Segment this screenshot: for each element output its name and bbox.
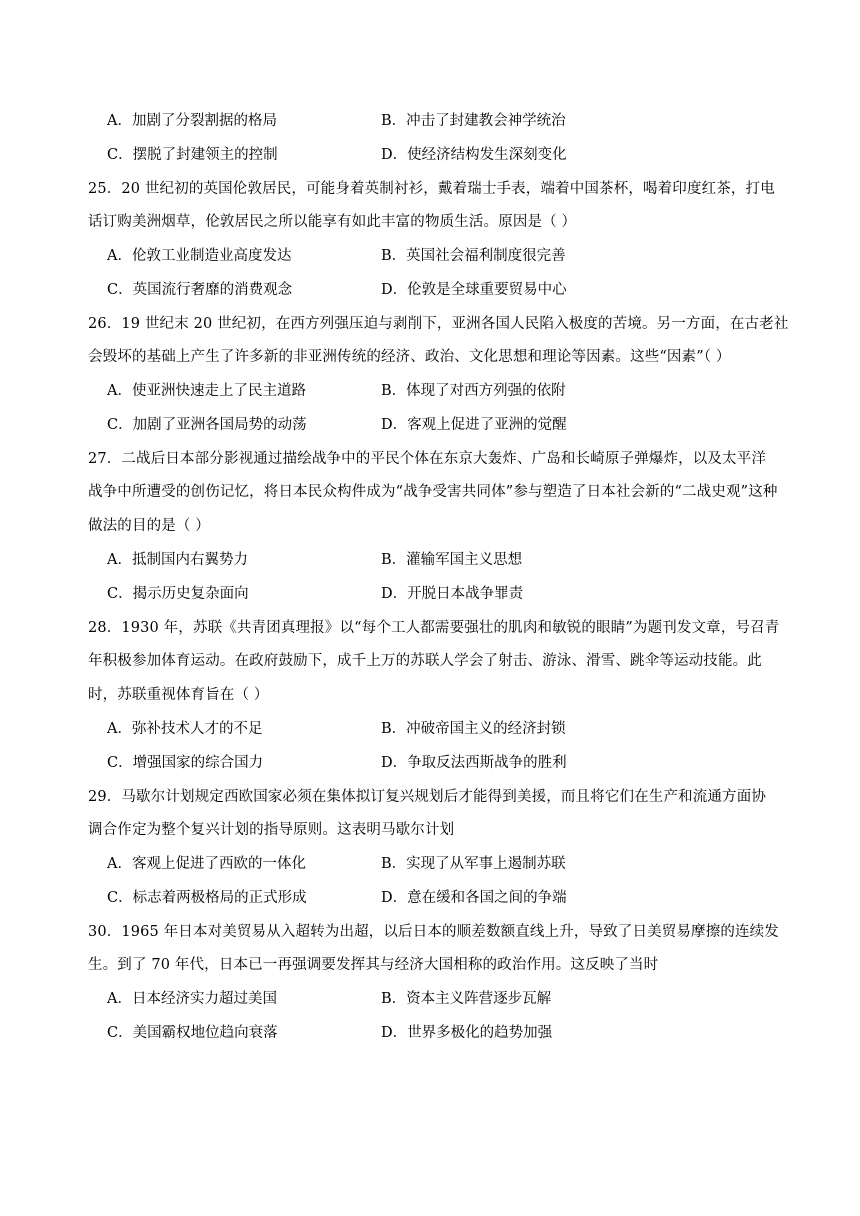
- q29-option-a: A．客观上促进了西欧的一体化: [107, 856, 306, 872]
- q24-option-b: B．冲击了封建教会神学统治: [381, 113, 566, 129]
- q27-stem-line-2: 战争中所遭受的创伤记忆，将日本民众构件成为“战争受害共同体”参与塑造了日本社会新的“二战史观”这种: [88, 484, 778, 500]
- q26-option-c: C．加剧了亚洲各国局势的动荡: [107, 417, 307, 433]
- q30-option-d: D．世界多极化的趋势加强: [381, 1025, 553, 1041]
- q24-option-d: D．使经济结构发生深刻变化: [381, 147, 567, 163]
- q28-option-b: B．冲破帝国主义的经济封锁: [381, 721, 566, 737]
- q30-option-c: C．美国霸权地位趋向衰落: [107, 1025, 278, 1041]
- q26-stem-line-2: 会毁坏的基础上产生了许多新的非亚洲传统的经济、政治、文化思想和理论等因素。这些“因素”（ ）: [88, 349, 731, 365]
- q25-option-c: C．英国流行奢靡的消费观念: [107, 282, 293, 298]
- q29-option-b: B．实现了从军事上遏制苏联: [381, 856, 566, 872]
- q28-stem-line-3: 时，苏联重视体育旨在（ ）: [88, 687, 269, 703]
- q27-stem-line-3: 做法的目的是（ ）: [88, 518, 210, 534]
- q29-option-d: D．意在缓和各国之间的争端: [381, 890, 567, 906]
- q28-option-d: D．争取反法西斯战争的胜利: [381, 755, 567, 771]
- q29-option-c: C．标志着两极格局的正式形成: [107, 890, 307, 906]
- q30-stem-line-1: 30．1965 年日本对美贸易从入超转为出超，以后日本的顺差数额直线上升，导致了日美贸易摩擦的连续发: [88, 924, 779, 940]
- q26-option-a: A．使亚洲快速走上了民主道路: [107, 383, 306, 399]
- q27-option-d: D．开脱日本战争罪责: [381, 586, 524, 602]
- q25-option-d: D．伦敦是全球重要贸易中心: [381, 282, 567, 298]
- q28-stem-line-2: 年积极参加体育运动。在政府鼓励下，成千上万的苏联人学会了射击、游泳、滑雪、跳伞等运动技能。此: [88, 653, 762, 669]
- q25-option-b: B．英国社会福利制度很完善: [381, 248, 566, 264]
- q24-option-c: C．摆脱了封建领主的控制: [107, 147, 278, 163]
- q27-stem-line-1: 27．二战后日本部分影视通过描绘战争中的平民个体在东京大轰炸、广岛和长崎原子弹爆炸，以及太平洋: [88, 451, 766, 467]
- q25-option-a: A．伦敦工业制造业高度发达: [107, 248, 292, 264]
- q24-option-a: A．加剧了分裂割据的格局: [107, 113, 277, 129]
- q28-option-c: C．增强国家的综合国力: [107, 755, 264, 771]
- q29-stem-line-2: 调合作定为整个复兴计划的指导原则。这表明马歇尔计划: [88, 822, 455, 838]
- q29-stem-line-1: 29．马歇尔计划规定西欧国家必须在集体拟订复兴规划后才能得到美援，而且将它们在生产和流通方面协: [88, 789, 766, 805]
- q28-option-a: A．弥补技术人才的不足: [107, 721, 263, 737]
- q27-option-c: C．揭示历史复杂面向: [107, 586, 249, 602]
- q28-stem-line-1: 28．1930 年，苏联《共青团真理报》以“每个工人都需要强壮的肌肉和敏锐的眼睛”为题刊发文章，号召青: [88, 620, 780, 636]
- q25-stem-line-1: 25．20 世纪初的英国伦敦居民，可能身着英制衬衫，戴着瑞士手表，端着中国茶杯，喝着印度红茶，打电: [88, 181, 775, 197]
- q30-stem-line-2: 生。到了 70 年代，日本已一再强调要发挥其与经济大国相称的政治作用。这反映了当时: [88, 957, 659, 973]
- q27-option-a: A．抵制国内右翼势力: [107, 552, 248, 568]
- q27-option-b: B．灌输军国主义思想: [381, 552, 523, 568]
- q30-option-b: B．资本主义阵营逐步瓦解: [381, 991, 552, 1007]
- q30-option-a: A．日本经济实力超过美国: [107, 991, 277, 1007]
- q25-stem-line-2: 话订购美洲烟草，伦敦居民之所以能享有如此丰富的物质生活。原因是（ ）: [88, 214, 577, 230]
- q26-option-d: D．客观上促进了亚洲的觉醒: [381, 417, 567, 433]
- q26-option-b: B．体现了对西方列强的依附: [381, 383, 566, 399]
- q26-stem-line-1: 26．19 世纪末 20 世纪初，在西方列强压迫与剥削下，亚洲各国人民陷入极度的苦境。另一方面，在古老社: [88, 316, 789, 332]
